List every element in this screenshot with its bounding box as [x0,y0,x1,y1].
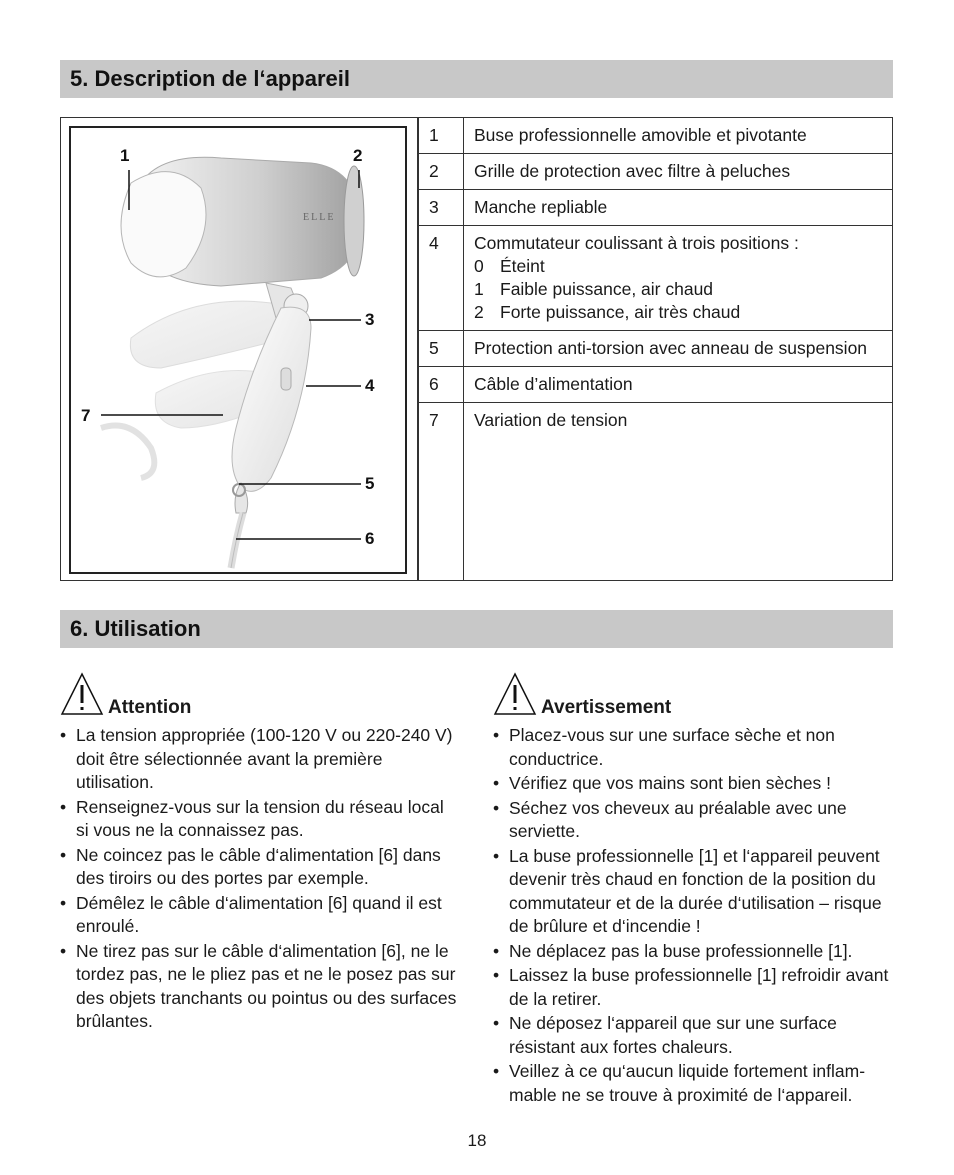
part-description: Grille de protection avec filtre à peluches [464,154,893,190]
part-number: 1 [419,118,464,154]
section-6-title: 6. Utilisation [70,616,201,641]
hair-dryer-illustration [69,126,407,574]
switch-position [474,255,882,278]
avertissement-list [493,724,893,1107]
switch-position-label: Forte puissance, air très chaud [500,302,741,322]
figure-frame [60,117,418,581]
table-row [419,331,893,367]
switch-position-key: 1 [474,279,484,299]
switch-position-key: 2 [474,302,484,322]
part-number: 6 [419,367,464,403]
list-item: • Ne tirez pas sur le câble d‘alimentation [6], ne le tordez pas, ne le pliez pas et ne le posez pas sur des objets tranchants ou pointus ou des surfaces brûlantes. [60,940,460,1034]
warning-triangle-icon [60,672,104,716]
list-item: • Placez-vous sur une surface sèche et non conductrice. [493,724,893,771]
part-number: 3 [419,190,464,226]
table-row [419,154,893,190]
list-item: • Renseignez-vous sur la tension du réseau local si vous ne la connaissez pas. [60,796,460,843]
part-number: 5 [419,331,464,367]
avertissement-header [493,672,893,720]
part-number: 2 [419,154,464,190]
list-item: • Ne déposez l‘appareil que sur une surface résistant aux fortes chaleurs. [493,1012,893,1059]
section-5-header [60,60,893,98]
table-row [419,118,893,154]
table-row [419,226,893,331]
part-description: Câble d’alimentation [464,367,893,403]
attention-header [60,672,460,720]
part-description [464,226,893,331]
switch-position-label: Éteint [500,256,545,276]
part-description: Manche repliable [464,190,893,226]
switch-position-label: Faible puissance, air chaud [500,279,714,299]
part-number: 7 [419,403,464,581]
logo-mark: ELLE [303,212,336,223]
callout-4: 4 [365,376,375,395]
part-description: Buse professionnelle amovible et pivotante [464,118,893,154]
part-description: Variation de tension [464,403,893,581]
list-item: • Séchez vos cheveux au préalable avec une serviette. [493,797,893,844]
attention-list [60,724,460,1034]
hair-dryer-drawing [71,128,407,574]
switch-position-key: 0 [474,256,484,276]
attention-title: Attention [108,697,192,718]
callout-5: 5 [365,474,375,493]
page-number: 18 [467,1131,487,1150]
list-item: • Ne coincez pas le câble d‘alimentation [6] dans des tiroirs ou des portes par exemple. [60,844,460,891]
list-item: • Veillez à ce qu‘aucun liquide fortement inflam-mable ne se trouve à proximité de l‘appareil. [493,1060,893,1107]
switch-heading: Commutateur coulissant à trois positions : [474,233,799,253]
list-item: • Vérifiez que vos mains sont bien sèches ! [493,772,893,796]
section-5-title: 5. Description de l‘appareil [70,66,350,91]
switch-position [474,301,882,324]
list-item: • La buse professionnelle [1] et l‘appareil peuvent devenir très chaud en fonction de la position du commutateur et de la durée d‘utilisation – risque de brûlure et d‘incendie ! [493,845,893,939]
callout-3: 3 [365,310,375,329]
callout-1: 1 [120,146,130,165]
table-row [419,403,893,581]
table-row [419,190,893,226]
part-number: 4 [419,226,464,331]
list-item: • Démêlez le câble d‘alimentation [6] quand il est enroulé. [60,892,460,939]
table-row [419,367,893,403]
parts-table [418,117,893,581]
list-item: • La tension appropriée (100-120 V ou 220-240 V) doit être sélectionnée avant la première utilisation. [60,724,460,795]
list-item: • Laissez la buse professionnelle [1] refroidir avant de la retirer. [493,964,893,1011]
avertissement-block [493,672,893,1108]
callout-6: 6 [365,529,375,548]
attention-block [60,672,460,1035]
section-6-header [60,610,893,648]
switch-position [474,278,882,301]
list-item: • Ne déplacez pas la buse professionnelle [1]. [493,940,893,964]
part-description: Protection anti-torsion avec anneau de suspension [464,331,893,367]
callout-7: 7 [81,406,91,425]
callout-2: 2 [353,146,363,165]
avertissement-title: Avertissement [541,697,672,718]
warning-triangle-icon [493,672,537,716]
